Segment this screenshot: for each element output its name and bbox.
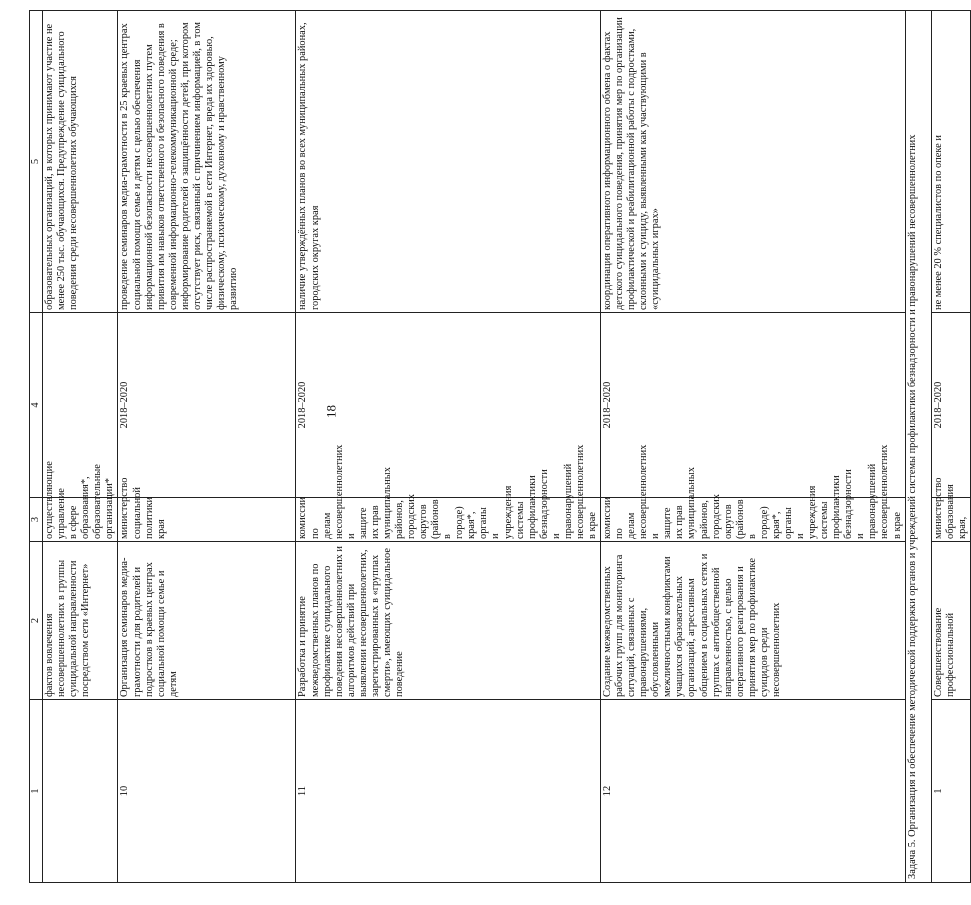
task-heading: Задача 5. Организация и обеспечение методической поддержки органов и учреждений системы профилактики безнадзорности и правонарушений несовершеннолетних xyxy=(905,10,931,882)
row-executor: министерство образования края, xyxy=(931,497,970,541)
row-result: координация оперативного информационного обмена о фактах детского суицидального поведения, принятия мер по организации профилактической и реабилитационной работы с подростками, склонными к суициду, выявленными как участвующими в «суицидальных играх» xyxy=(601,10,906,312)
row-number xyxy=(43,699,118,882)
row-period: 2018–2020 xyxy=(601,312,906,497)
row-measure: фактов вовлечения несовершеннолетних в группы суицидальной направленности посредством сети «Интернет» xyxy=(43,541,118,699)
row-executor: комиссии по делам несовершеннолетних и защите их прав муниципальных районов, городских округов (районов в городе) края*, органы и учреждения системы профилактики безнадзорности и правонарушений несовершеннолетних в крае xyxy=(601,497,906,541)
rotated-page-content xyxy=(29,11,968,883)
row-period: 2018–2020 xyxy=(296,312,601,497)
row-measure: Создание межведомственных рабочих групп для мониторинга ситуаций, связанных с правонарушениями, обусловленными межличностными конфликтами учащихся образовательных организаций, агрессивным общением в социальных сетях и группах с антиобщественной направленностью, с целью оперативного реагирования и принятия мер по профилактике суицидов среди несовершеннолетних xyxy=(601,541,906,699)
header-col-3: 3 xyxy=(30,497,43,541)
row-number: 10 xyxy=(118,699,296,882)
header-col-2: 2 xyxy=(30,541,43,699)
task-row xyxy=(905,10,931,882)
row-period: 2018–2020 xyxy=(118,312,296,497)
row-executor: министерство социальной политики края xyxy=(118,497,296,541)
row-result: проведение семинаров медиа-грамотности в 25 краевых центрах социальной помощи семье и детям с целью обеспечения информационной безопасности несовершеннолетних путем привития им навыков ответственного и безопасного поведения в современной информационно-телекоммуникационной среде; информирование родителей о защищённости детей, при котором отсутствует риск, связанный с причинением информацией, в том числе распространяемой в сети Интернет, вреда их здоровью, физическому, психическому, духовному и нравственному развитию xyxy=(118,10,296,312)
header-col-4: 4 xyxy=(30,312,43,497)
table-row xyxy=(43,10,118,882)
page-number: 18 xyxy=(323,405,339,418)
row-result: наличие утверждённых планов во всех муниципальных районах, городских округах края xyxy=(296,10,601,312)
row-number: 11 xyxy=(296,699,601,882)
row-number: 12 xyxy=(601,699,906,882)
table-row xyxy=(601,10,906,882)
row-executor: комиссии по делам несовершеннолетних и защите их прав муниципальных районов, городских округов (районов в городе) края*, органы и учреждения системы профилактики безнадзорности и правонарушений несовершеннолетних в крае xyxy=(296,497,601,541)
table-row xyxy=(118,10,296,882)
row-result: не менее 20 % специалистов по опеке и xyxy=(931,10,970,312)
header-row xyxy=(30,10,43,882)
row-period: 2018–2020 xyxy=(931,312,970,497)
measures-table xyxy=(29,10,971,883)
header-col-5: 5 xyxy=(30,10,43,312)
row-measure: Разработка и принятие межведомственных планов по профилактике суицидального поведения несовершеннолетних и алгоритмов действий при выявлении несовершеннолетних, зарегистрированных в «группах смерти», имеющих суицидальное поведение xyxy=(296,541,601,699)
row-number: 1 xyxy=(931,699,970,882)
table-row xyxy=(296,10,601,882)
row-executor: осуществляющие управление в сфере образования*, образовательные организации* xyxy=(43,497,118,541)
row-measure: Совершенствование профессиональной xyxy=(931,541,970,699)
row-measure: Организация семинаров медиа-грамотности для родителей и подростков в краевых центрах социальной помощи семье и детям xyxy=(118,541,296,699)
row-result: образовательных организаций, в которых принимают участие не менее 250 тыс. обучающихся. Предупреждение суицидального поведения среди несовершеннолетних обучающихся xyxy=(43,10,118,312)
header-col-1: 1 xyxy=(30,699,43,882)
table-row xyxy=(931,10,970,882)
